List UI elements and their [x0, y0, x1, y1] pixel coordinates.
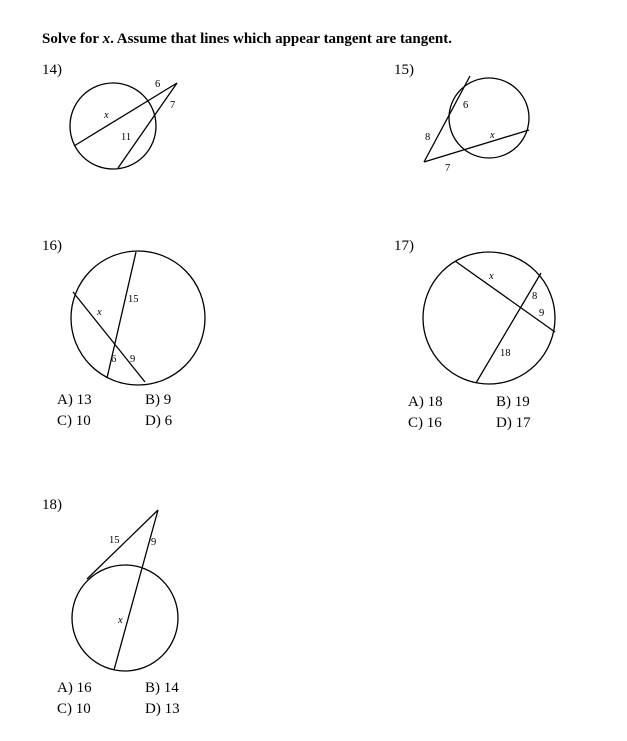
figure-16-label-x: x [97, 307, 102, 318]
figure-14 [70, 83, 177, 169]
problem-16-number: 16) [42, 238, 62, 254]
figure-16 [71, 251, 205, 385]
figure-17-label-x: x [489, 271, 494, 282]
figure-17-label-18: 18 [500, 348, 511, 359]
figure-15-label-x: x [490, 130, 495, 141]
problem-18-number: 18) [42, 497, 62, 513]
figure-14-label-7: 7 [170, 100, 176, 111]
problem-16-choice-d: D) 6 [145, 413, 173, 429]
problem-14-number: 14) [42, 62, 62, 78]
figure-14-label-6: 6 [155, 79, 161, 90]
figure-18-secant [114, 510, 158, 670]
problem-18-choice-b: B) 14 [145, 680, 179, 696]
figure-14-label-x: x [104, 110, 109, 121]
problem-17-number: 17) [394, 238, 414, 254]
figure-16-label-9: 9 [130, 354, 136, 365]
figure-15 [424, 76, 529, 162]
problem-17-choice-b: B) 19 [496, 394, 530, 410]
instructions-suffix: . Assume that lines which appear tangent are tangent. [110, 31, 453, 47]
figure-14-secant-lower [118, 83, 177, 168]
problem-15-number: 15) [394, 62, 414, 78]
figure-17-label-8: 8 [532, 291, 538, 302]
figure-18-label-15: 15 [109, 535, 120, 546]
figure-17-chord-1 [455, 261, 555, 332]
problem-18-choice-c: C) 10 [57, 701, 91, 717]
figure-18-circle [72, 565, 178, 671]
figure-15-label-7: 7 [445, 163, 451, 174]
figure-18-tangent [87, 510, 158, 579]
instructions-variable: x [102, 31, 111, 47]
figure-15-label-6: 6 [463, 100, 469, 111]
instructions-prefix: Solve for [42, 31, 103, 47]
problem-17-choice-c: C) 16 [408, 415, 442, 431]
problem-18-choice-d: D) 13 [145, 701, 180, 717]
problem-18-choice-a: A) 16 [57, 680, 92, 696]
figure-14-label-11: 11 [121, 132, 132, 143]
figure-17-chord-2 [476, 273, 541, 383]
figure-16-label-15: 15 [128, 294, 139, 305]
figure-16-circle [71, 251, 205, 385]
figure-14-circle [70, 83, 156, 169]
problem-17-choice-d: D) 17 [496, 415, 531, 431]
figure-15-secant-lower [424, 130, 529, 162]
figure-18 [72, 510, 178, 671]
figure-16-label-6: 6 [111, 354, 117, 365]
figure-15-circle [449, 78, 529, 158]
problem-16-choice-b: B) 9 [145, 392, 172, 408]
figure-18-label-9: 9 [151, 537, 157, 548]
figure-17-label-9: 9 [539, 308, 545, 319]
figure-15-label-8: 8 [425, 132, 431, 143]
problem-16-choice-c: C) 10 [57, 413, 91, 429]
problem-17-choice-a: A) 18 [408, 394, 443, 410]
problem-16-choice-a: A) 13 [57, 392, 92, 408]
figure-18-label-x: x [118, 615, 123, 626]
